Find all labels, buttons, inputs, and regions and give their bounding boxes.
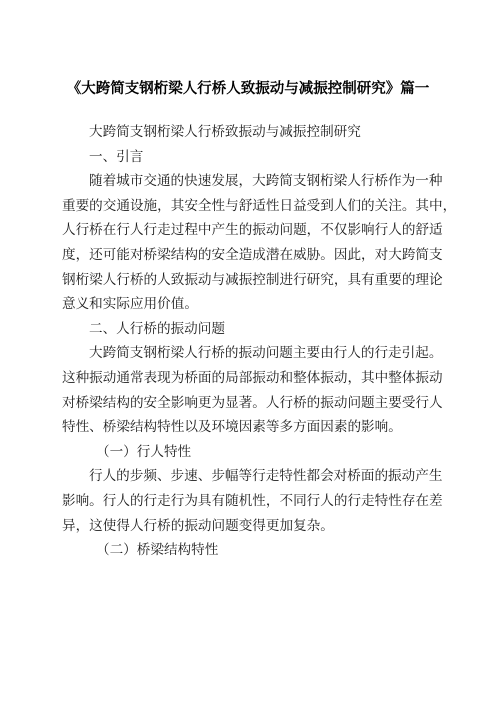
paragraph-line: 行人的步频、步速、步幅等行走特性都会对桥面的振动产生 <box>89 468 443 485</box>
subtitle-line: 大跨简支钢桁梁人行桥致振动与减振控制研究 <box>89 124 361 140</box>
paragraph-line: 异，这使得人行桥的振动问题变得更加复杂。 <box>62 517 334 534</box>
paragraph-line: 特性、桥梁结构特性以及环境因素等多方面因素的影响。 <box>62 419 402 436</box>
paragraph-line: 随着城市交通的快速发展，大跨简支钢桁梁人行桥作为一种 <box>89 173 443 190</box>
document-title: 《大跨简支钢桁梁人行桥人致振动与减振控制研究》篇一 <box>66 81 430 97</box>
document-body <box>62 120 457 563</box>
section-heading-introduction: 一、引言 <box>89 148 144 165</box>
section-heading-vibration: 二、人行桥的振动问题 <box>89 320 225 337</box>
paragraph-line: 影响。行人的行走行为具有随机性，不同行人的行走特性存在差 <box>62 492 443 509</box>
paragraph-line: 意义和实际应用价值。 <box>62 296 198 313</box>
subsection-heading-structure: （二）桥梁结构特性 <box>96 542 219 559</box>
paragraph-line: 对桥梁结构的安全影响更为显著。人行桥的振动问题主要受行人 <box>62 394 443 411</box>
paragraph-line: 这种振动通常表现为桥面的局部振动和整体振动，其中整体振动 <box>62 369 443 386</box>
paragraph-line: 大跨简支钢桁梁人行桥的振动问题主要由行人的行走引起。 <box>89 345 443 362</box>
paragraph-line: 度，还可能对桥梁结构的安全造成潜在威胁。因此，对大跨简支 <box>62 246 443 263</box>
paragraph-line: 人行桥在行人行走过程中产生的振动问题，不仅影响行人的舒适 <box>62 222 443 239</box>
subsection-heading-pedestrian: （一）行人特性 <box>96 443 192 460</box>
paragraph-line: 钢桁梁人行桥的人致振动与减振控制进行研究，具有重要的理论 <box>62 271 443 288</box>
paragraph-line: 重要的交通设施，其安全性与舒适性日益受到人们的关注。其中， <box>62 197 457 214</box>
